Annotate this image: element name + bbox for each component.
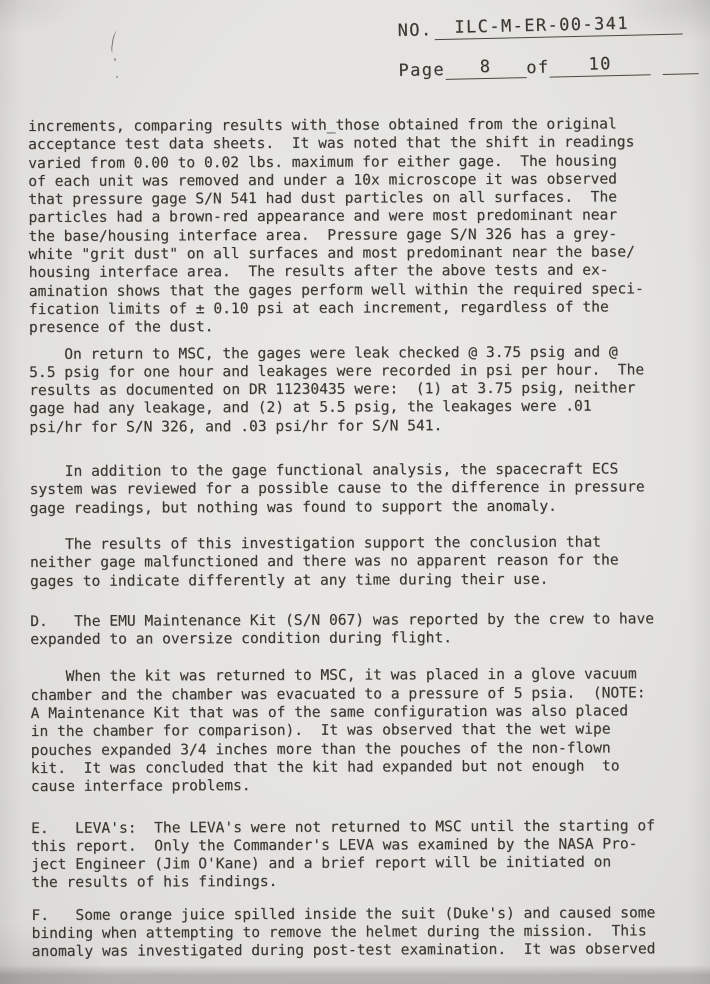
text-line: amination shows that the gages perform well within the required speci- [28, 279, 644, 300]
text-line: In addition to the gage functional analysis, the spacecraft ECS [29, 460, 619, 481]
ink-speck [114, 58, 116, 61]
page-number: 8 [445, 55, 527, 80]
text-line: of each unit was removed and under a 10x microscope it was observed [28, 170, 617, 190]
paragraph [30, 666, 691, 797]
paragraph [30, 610, 690, 649]
text-line: in the chamber for comparison). It was observed that the wet wipe [30, 720, 611, 741]
text-line: binding when attempting to remove the helmet during the mission. This [31, 922, 647, 942]
text-line: neither gage malfunctioned and there was no apparent reason for the [29, 551, 619, 572]
text-line: gage readings, but nothing was found to support the anomaly. [29, 497, 557, 517]
text-line: system was reviewed for a possible cause to the difference in pressure [29, 478, 645, 499]
text-line: On return to MSC, the gages were leak checked @ 3.75 psig and @ [28, 342, 618, 363]
paragraph [30, 460, 690, 518]
text-line: E. LEVA's: The LEVA's were not returned to MSC until the starting of [31, 816, 655, 837]
text-line: expanded to an oversize condition during flight. [30, 629, 453, 649]
page-number-row [398, 51, 698, 81]
stray-pen-mark [111, 31, 121, 54]
paragraph [31, 904, 691, 962]
page-total: 10 [549, 52, 651, 77]
paragraph [29, 343, 689, 437]
text-line: acceptance test data sheets. It was noted that the shift in readings [28, 133, 635, 154]
text-line: psi/hr for S/N 326, and .03 psi/hr for S/N 541. [29, 416, 443, 436]
text-line: increments, comparing results with_those obtained from the original [28, 115, 617, 135]
text-line: fication limits of ± 0.10 psi at each increment, regardless of the [28, 298, 609, 318]
doc-number-value: ILC-M-ER-00-341 [434, 12, 682, 41]
page-label: Page [398, 59, 446, 81]
paragraph [31, 817, 691, 893]
text-line: varied from 0.00 to 0.02 lbs. maximum for either gage. The housing [28, 152, 617, 172]
text-line: housing interface area. The results after the above tests and ex- [28, 261, 609, 282]
document-body [28, 115, 692, 961]
form-header [397, 11, 698, 81]
text-line: particles had a brown-red appearance and were most predominant near [28, 206, 618, 227]
text-line: pouches expanded 3/4 inches more than the pouches of the non-flown [30, 739, 611, 759]
text-line: that pressure gage S/N 541 had dust particles on all surfaces. The [28, 188, 618, 209]
text-line: this report. Only the Commander's LEVA was examined by the NASA Pro- [31, 835, 638, 855]
text-line: The results of this investigation support the conclusion that [29, 533, 602, 553]
text-line: A Maintenance Kit that was of the same configuration was also placed [30, 702, 629, 723]
doc-number-label: NO. [397, 20, 433, 42]
text-line: results as documented on DR 11230435 were: (1) at 3.75 psig, neither [29, 379, 636, 400]
text-line: white "grit dust" on all surfaces and most predominant near the base/ [28, 243, 635, 264]
text-line: the base/housing interface area. Pressure gage S/N 326 has a grey- [28, 225, 618, 245]
text-line: When the kit was returned to MSC, it was placed in a glove vacuum [30, 665, 637, 686]
text-line: presence of the dust. [28, 318, 214, 337]
text-line: kit. It was concluded that the kit had expanded but not enough to [30, 757, 620, 777]
text-line: anomaly was investigated during post-test examination. It was observed [31, 940, 656, 961]
paragraph [30, 533, 690, 591]
doc-number-row [397, 11, 697, 41]
paragraph [28, 115, 689, 337]
text-line: ject Engineer (Jim O'Kane) and a brief report will be initiated on [31, 853, 612, 874]
text-line: cause interface problems. [30, 777, 251, 796]
underline-segment [662, 51, 698, 75]
text-line: chamber and the chamber was evacuated to a pressure of 5 psia. (NOTE: [30, 684, 646, 704]
text-line: gage had any leakage, and (2) at 5.5 psig, the leakages were .01 [29, 397, 592, 418]
ink-speck [116, 76, 118, 78]
text-line: F. Some orange juice spilled inside the suit (Duke's) and caused some [31, 903, 656, 924]
text-line: 5.5 psig for one hour and leakages were recorded in psi per hour. The [29, 361, 645, 381]
text-line: the results of his findings. [31, 873, 278, 892]
of-label: of [526, 57, 550, 79]
text-line: gages to indicate differently at any time during their use. [29, 570, 549, 590]
text-line: D. The EMU Maintenance Kit (S/N 067) was reported by the crew to have [30, 610, 655, 630]
